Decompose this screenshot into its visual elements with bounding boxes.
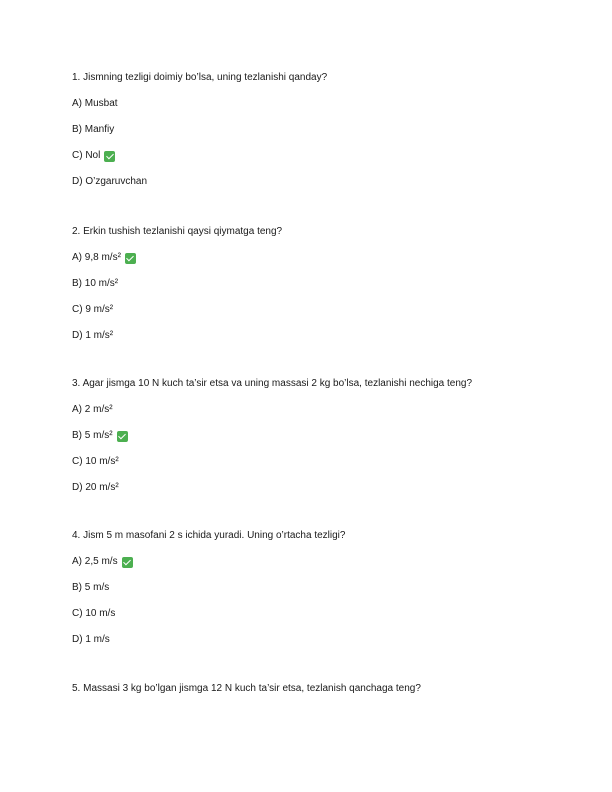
option-label: A) 9,8 m/s² [72, 252, 121, 263]
option-label: B) 5 m/s² [72, 430, 113, 441]
option-label: C) 10 m/s² [72, 456, 119, 467]
option-label: A) 2 m/s² [72, 404, 113, 415]
option-c [72, 608, 542, 620]
option-b [72, 582, 542, 594]
question-1 [72, 72, 542, 188]
option-label: B) 10 m/s² [72, 278, 119, 289]
option-d [72, 330, 542, 342]
option-d [72, 176, 542, 188]
option-label: C) 10 m/s [72, 608, 116, 619]
option-c [72, 150, 542, 162]
option-a [72, 252, 542, 264]
option-c [72, 304, 542, 316]
question-text: 4. Jism 5 m masofani 2 s ichida yuradi. Uning o’rtacha tezligi? [72, 530, 346, 541]
check-mark-icon [122, 557, 133, 568]
question-4 [72, 530, 542, 646]
check-mark-icon [117, 431, 128, 442]
question-text: 5. Massasi 3 kg bo’lgan jismga 12 N kuch ta’sir etsa, tezlanish qanchaga teng? [72, 683, 421, 694]
question-text: 2. Erkin tushish tezlanishi qaysi qiymatga teng? [72, 226, 283, 237]
option-d [72, 482, 542, 494]
question-5 [72, 683, 542, 695]
option-a [72, 404, 542, 416]
option-d [72, 634, 542, 646]
question-text: 3. Agar jismga 10 N kuch ta’sir etsa va uning massasi 2 kg bo’lsa, tezlanishi nechiga teng? [72, 378, 473, 389]
check-mark-icon [104, 151, 115, 162]
option-label: C) Nol [72, 150, 101, 161]
option-label: B) Manfiy [72, 124, 115, 135]
option-b [72, 278, 542, 290]
option-b [72, 430, 542, 442]
option-b [72, 124, 542, 136]
question-3 [72, 378, 542, 494]
question-2 [72, 226, 542, 342]
option-label: B) 5 m/s [72, 582, 110, 593]
option-label: A) Musbat [72, 98, 118, 109]
option-label: A) 2,5 m/s [72, 556, 118, 567]
question-text: 1. Jismning tezligi doimiy bo’lsa, uning tezlanishi qanday? [72, 72, 328, 83]
check-mark-icon [125, 253, 136, 264]
option-a [72, 98, 542, 110]
option-a [72, 556, 542, 568]
option-label: C) 9 m/s² [72, 304, 114, 315]
option-c [72, 456, 542, 468]
option-label: D) 20 m/s² [72, 482, 119, 493]
option-label: D) O’zgaruvchan [72, 176, 148, 187]
option-label: D) 1 m/s [72, 634, 110, 645]
option-label: D) 1 m/s² [72, 330, 114, 341]
